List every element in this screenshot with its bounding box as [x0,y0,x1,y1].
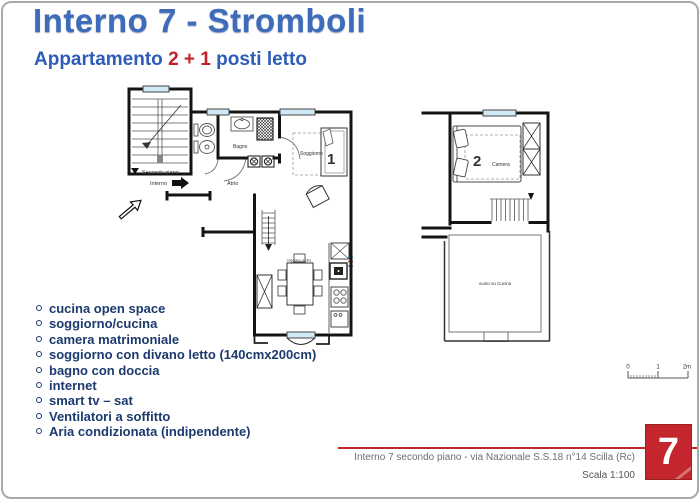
footer-scale: Scala 1:100 [582,470,635,481]
amenity-label: Ventilatori a soffitto [49,408,171,424]
wardrobe [523,123,540,175]
amenity-item [36,332,316,347]
amenity-label: camera matrimoniale [49,331,180,347]
toilet-bidet [194,124,215,154]
bullet-icon [36,413,42,419]
amenity-item [36,316,316,331]
page-title: Interno 7 - Stromboli [33,2,367,39]
amenity-item [36,378,316,393]
bullet-icon [36,305,42,311]
bullet-icon [36,351,42,357]
thin-walls [445,231,551,341]
amenity-item [36,393,316,408]
entrance-arrow [117,196,145,222]
scale-two: 2m [682,364,692,371]
amenities-list [36,301,316,440]
scale-zero: 0 [626,364,630,371]
staircase-main [132,99,188,163]
double-bed [453,126,521,182]
label-camera: Camera [492,162,510,168]
unit-number: 7 [657,431,680,473]
subtitle-prefix: Appartamento [34,49,169,70]
bullet-icon [36,336,42,342]
amenity-label: smart tv – sat [49,393,133,409]
bullet-icon [36,382,42,388]
amenity-label: bagno con doccia [49,362,160,378]
bullet-icon [36,320,42,326]
label-pranzo: soggiorno cucina [287,258,312,263]
footer-address: Interno 7 secondo piano - via Nazionale S.S.18 n°14 Scilla (Rc) [354,452,635,463]
page-subtitle [34,49,307,71]
kitchen-counter [329,243,349,333]
scale-bar [624,360,696,386]
amenity-item [36,363,316,378]
subtitle-beds-count: 2 + 1 [168,49,211,70]
scale-one: 1 [656,364,660,371]
bathroom-sink [231,117,253,131]
shaft-hatched [257,118,273,140]
armchair [305,183,329,207]
amenity-label: internet [49,378,97,394]
bullet-icon [36,428,42,434]
staircase-camera [490,193,534,221]
bullet-icon [36,397,42,403]
label-interno: Interno [150,181,168,187]
amenity-item [36,347,316,362]
washing-machines [248,156,274,167]
amenity-label: Aria condizionata (indipendente) [49,424,251,440]
amenity-label: soggiorno con divano letto (140cmx200cm) [49,347,317,363]
room-number-2: 2 [473,153,482,170]
amenity-item [36,409,316,424]
amenity-item [36,424,316,439]
amenity-item [36,301,316,316]
label-soggiorno: Soggiorno [300,151,323,157]
label-vuoto: vuoto su Cucina [478,281,512,286]
right-arrow-icon [172,177,189,189]
room-number-1: 1 [327,151,336,168]
bullet-icon [36,367,42,373]
subtitle-suffix: posti letto [210,49,307,70]
unit-number-badge [645,424,692,480]
label-atrio: Atrio [227,181,239,187]
amenity-label: soggiorno/cucina [49,316,158,332]
void-step [484,332,508,342]
footer-rule [338,447,697,449]
label-bagno: Bagno [233,144,248,150]
floorplan-right [420,95,555,355]
amenity-label: cucina open space [49,301,166,316]
internal-stairs [262,210,275,251]
label-secondo-piano: Secondo piano [142,170,179,176]
window [483,110,516,116]
